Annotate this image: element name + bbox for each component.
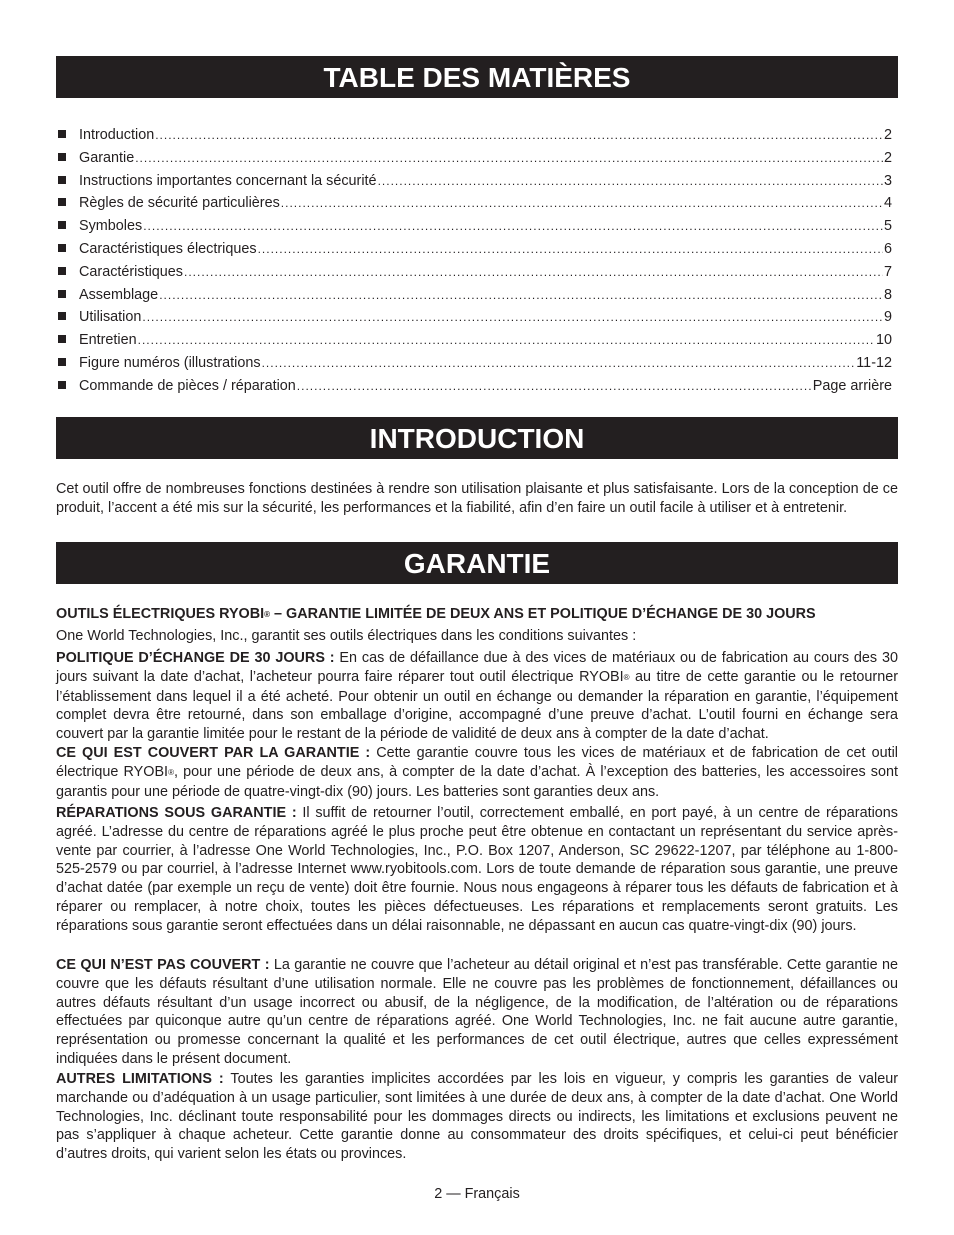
toc-entry xyxy=(56,329,892,352)
coverage-paragraph xyxy=(56,744,898,801)
toc-entry xyxy=(56,284,892,307)
exchange-policy-text-b: au titre de cette garantie ou le retourner l’établissement dans lequel il a été acheté. Pour obtenir un outil en échange ou demander la réparation en garantie, l’équipement complet devra être retourné, dans son emballage d’origine, accompagné d’une preuve d’achat. L’outil fourni en échange sera couvert par la garantie limitée pour le restant de la période de validité de deux ans à compter de la date d’achat. xyxy=(56,668,898,743)
exchange-policy-paragraph xyxy=(56,649,898,744)
toc-entry-page: Page arrière xyxy=(812,377,892,394)
page-footer: 2 — Français xyxy=(434,1186,520,1202)
other-limitations-paragraph xyxy=(56,1070,898,1164)
toc-title-banner: TABLE DES MATIÈRES xyxy=(56,56,898,98)
toc-entry-title: Symboles xyxy=(79,218,143,235)
toc-entry-page: 4 xyxy=(883,195,892,212)
table-of-contents xyxy=(56,124,892,398)
toc-entry-title: Instructions importantes concernant la sécurité xyxy=(79,172,377,189)
dot-leader xyxy=(262,352,856,375)
other-limitations-label: AUTRES LIMITATIONS : xyxy=(56,1071,224,1087)
toc-entry-page: 3 xyxy=(883,172,892,189)
warranty-repairs-label: RÉPARATIONS SOUS GARANTIE : xyxy=(56,805,297,821)
introduction-text: Cet outil offre de nombreuses fonctions destinées à rendre son utilisation plaisante et plus satisfaisante. Lors de la conception de ce produit, l’accent a été mis sur la sécurité, les performances et la fiabilité, afin d’en faire un outil facile à utiliser et à entretenir. xyxy=(56,481,898,516)
warranty-heading-rest: – GARANTIE LIMITÉE DE DEUX ANS ET POLITIQUE D’ÉCHANGE DE 30 JOURS xyxy=(270,606,816,622)
dot-leader xyxy=(135,147,883,170)
square-bullet-icon xyxy=(58,221,66,229)
warranty-heading-brand: OUTILS ÉLECTRIQUES RYOBI xyxy=(56,606,265,622)
dot-leader xyxy=(159,284,883,307)
dot-leader xyxy=(281,192,883,215)
toc-entry xyxy=(56,238,892,261)
toc-entry-page: 5 xyxy=(883,218,892,235)
warranty-repairs-paragraph xyxy=(56,804,898,936)
toc-entry xyxy=(56,192,892,215)
square-bullet-icon xyxy=(58,130,66,138)
toc-entry-title: Règles de sécurité particulières xyxy=(79,195,280,212)
toc-entry xyxy=(56,170,892,193)
dot-leader xyxy=(143,215,883,238)
toc-entry-page: 10 xyxy=(875,332,892,349)
not-covered-text: La garantie ne couvre que l’acheteur au détail original et n’est pas transférable. Cette garantie ne couvre que les défauts résultant d’une utilisation normale. Elle ne couvre pas les problèmes de fonctionnement, défaillances ou autres défauts résultant d’un usage incorrect ou abusif, de la négligence, de la modification, de l’altération ou de réparations effectuées par quiconque autre qu’un centre de réparations agréé. One World Technologies, Inc. ne fait aucune autre garantie, représentation ou promesse concernant la qualité et les performances de cet outil électrique, autres que celles expressément indiquées dans le présent document. xyxy=(56,957,898,1067)
square-bullet-icon xyxy=(58,358,66,366)
coverage-text-a: Cette garantie couvre tous les vices de matériaux et de fabrication de cet outil électrique RYOBI xyxy=(56,745,898,780)
square-bullet-icon xyxy=(58,312,66,320)
toc-entry xyxy=(56,124,892,147)
registered-mark: ® xyxy=(264,610,271,619)
square-bullet-icon xyxy=(58,335,66,343)
square-bullet-icon xyxy=(58,198,66,206)
toc-entry xyxy=(56,261,892,284)
dot-leader xyxy=(138,329,875,352)
registered-mark: ® xyxy=(623,672,630,682)
warranty-intro: One World Technologies, Inc., garantit ses outils électriques dans les conditions suivantes : xyxy=(56,628,637,644)
toc-entry-title: Caractéristiques électriques xyxy=(79,240,257,257)
toc-entry-page: 6 xyxy=(883,240,892,257)
square-bullet-icon xyxy=(58,244,66,252)
warranty-repairs-text: Il suffit de retourner l’outil, correctement emballé, en port payé, à un centre de réparations agréé. L’adresse du centre de réparations agréé le plus proche peut être obtenue en contactant un représentant du service après-vente par courrier, à l’adresse One World Technologies, Inc., P.O. Box 1207, Anderson, SC 29622-1207, par téléphone au 1-800-525-2579 ou par courriel, à l’adresse Internet www.ryobitools.com. Lors de toute demande de réparation sous garantie, une preuve d’achat datée (par exemple un reçu de vente) doit être fournie. Nous nous engageons à réparer tous les défauts de fabrication et à réparer ou remplacer, à notre choix, toutes les pièces défectueuses. Les réparations et remplacements seront gratuits. Les réparations sous garantie seront effectuées dans un délai raisonnable, ne dépassant en aucun cas quatre-vingt-dix (90) jours. xyxy=(56,805,898,934)
toc-entry-title: Figure numéros (illustrations xyxy=(79,354,261,371)
garantie-title-banner: GARANTIE xyxy=(56,542,898,584)
toc-entry xyxy=(56,147,892,170)
dot-leader xyxy=(297,375,812,398)
coverage-text-b: , pour une période de deux ans, à compter de la date d’achat. À l’exception des batteries, les accessoires sont garantis pour une période de quatre-vingt-dix (90) jours. Les batteries sont garanties deux ans. xyxy=(56,763,898,800)
toc-entry-page: 11-12 xyxy=(856,354,892,371)
exchange-policy-text-a: En cas de défaillance due à des vices de matériaux ou de fabrication au cours des 30 jours suivant la date d’achat, l’acheteur pourra faire réparer tout outil électrique RYOBI xyxy=(56,650,898,685)
dot-leader xyxy=(258,238,883,261)
warranty-heading xyxy=(56,605,898,625)
coverage-label: CE QUI EST COUVERT PAR LA GARANTIE : xyxy=(56,745,371,761)
dot-leader xyxy=(184,261,883,284)
other-limitations-text: Toutes les garanties implicites accordées par les lois en vigueur, y compris les garanties de valeur marchande ou d’adéquation à un usage particulier, sont limitées à une durée de deux ans, à compter de la date d’achat. One World Technologies, Inc. déclinant toute responsabilité pour les dommages directs ou indirects, les limitations et exclusions peuvent ne pas s’appliquer à chaque acheteur. Cette garantie donne au consommateur des droits spécifiques, et celui-ci peut bénéficier d’autres droits, qui varient selon les états ou provinces. xyxy=(56,1071,898,1163)
dot-leader xyxy=(155,124,883,147)
dot-leader xyxy=(378,170,883,193)
not-covered-paragraph xyxy=(56,956,898,1069)
toc-entry xyxy=(56,306,892,329)
toc-entry-title: Entretien xyxy=(79,332,137,349)
toc-entry xyxy=(56,375,892,398)
exchange-policy-label: POLITIQUE D’ÉCHANGE DE 30 JOURS : xyxy=(56,650,335,666)
toc-entry xyxy=(56,352,892,375)
toc-entry-title: Commande de pièces / réparation xyxy=(79,377,296,394)
toc-entry-title: Caractéristiques xyxy=(79,263,183,280)
not-covered-label: CE QUI N’EST PAS COUVERT : xyxy=(56,957,270,973)
introduction-title-banner: INTRODUCTION xyxy=(56,417,898,459)
registered-mark: ® xyxy=(168,767,174,777)
toc-entry xyxy=(56,215,892,238)
square-bullet-icon xyxy=(58,290,66,298)
toc-entry-title: Garantie xyxy=(79,149,135,166)
dot-leader xyxy=(142,306,883,329)
square-bullet-icon xyxy=(58,267,66,275)
toc-entry-page: 8 xyxy=(883,286,892,303)
square-bullet-icon xyxy=(58,381,66,389)
toc-entry-page: 2 xyxy=(883,149,892,166)
toc-entry-title: Utilisation xyxy=(79,309,142,326)
square-bullet-icon xyxy=(58,153,66,161)
toc-entry-title: Introduction xyxy=(79,127,155,143)
square-bullet-icon xyxy=(58,176,66,184)
toc-entry-page: 9 xyxy=(883,309,892,326)
toc-entry-page: 7 xyxy=(883,263,892,280)
toc-entry-title: Assemblage xyxy=(79,286,159,303)
toc-entry-page: 2 xyxy=(883,127,892,143)
